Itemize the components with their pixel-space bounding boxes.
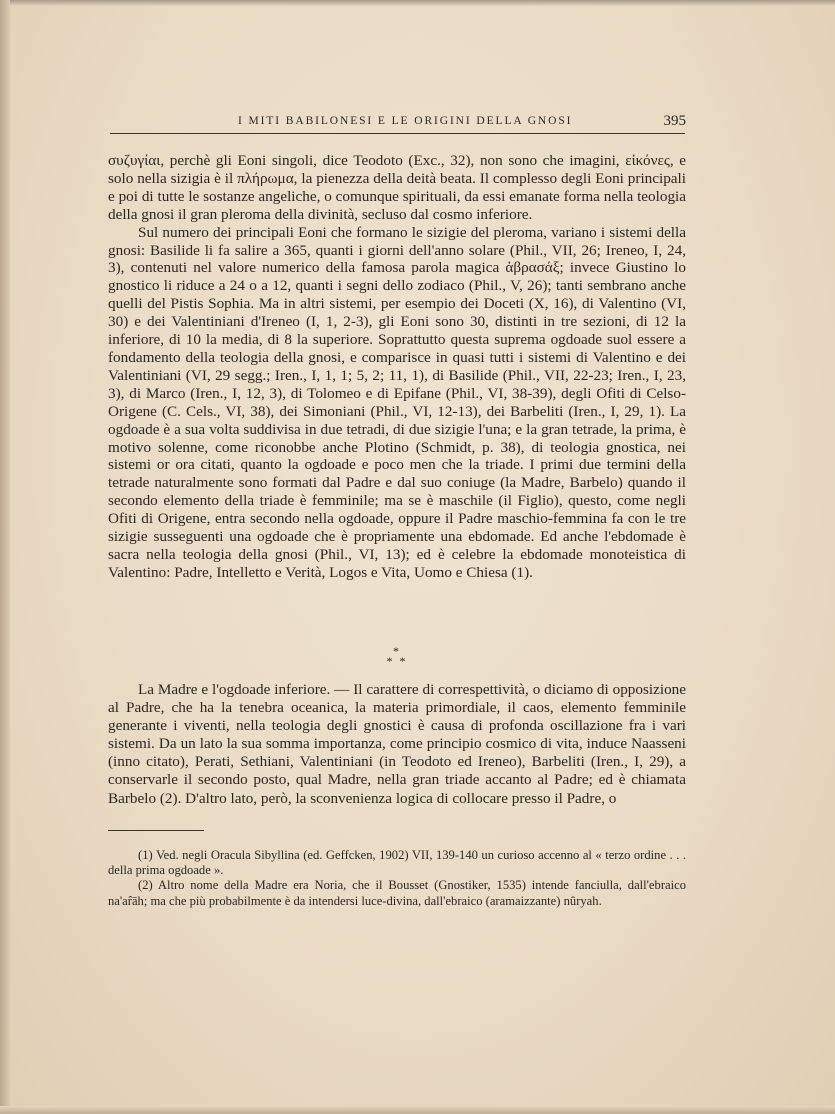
paragraph-1: συζυγίαι, perchè gli Eoni singoli, dice Teodoto (Exc., 32), non sono che imagini, εἰκόνες, e solo nella sizigia è il πλήρωμα, la pienezza della deità beata. Il complesso degli Eoni principali e poi di tutte le sostanze angeliche, o comunque spirituali, da essi emanate forma nella teologia della gnosi il gran pleroma della divinità, secluso dal cosmo inferiore. [108,152,686,223]
footnote-2: (2) Altro nome della Madre era Noria, che il Bousset (Gnostiker, 1535) intende fanciulla, dall'ebraico na'ar̂āh; ma che più probabilmente è da intendersi luce-divina, dall'ebraico (aramaizzante) nûryah. [108,878,686,908]
running-head: I MITI BABILONESI E LE ORIGINI DELLA GNOSI [238,115,573,127]
paragraph-2: Sul numero dei principali Eoni che formano le sizigie del pleroma, variano i sistemi della gnosi: Basilide li fa salire a 365, quanti i giorni dell'anno solare (Phil., VII, 26; Ireneo, I, 24, 3), contenuti nel valore numerico della famosa parola magica ἀβρασάξ; invece Giustino lo gnostico li riduce a 24 o a 12, quanti i segni dello zodiaco (Phil., V, 26); tanti sembrano anche quelli del Pistis Sophia. Ma in altri sistemi, per esempio dei Doceti (X, 16), di Valentino (VI, 30) e dei Valentiniani d'Ireneo (I, 1, 2-3), gli Eoni sono 30, distinti in tre sezioni, di 12 la inferiore, di 10 la media, di 8 la superiore. Soprattutto questa suprema ogdoade suol essere a fondamento della teologia della gnosi, e comparisce in quasi tutti i sistemi di Valentino e dei Valentiniani (VI, 29 segg.; Iren., I, 1, 1; 5, 2; 11, 1), di Basilide (Phil., VII, 22-23; Iren., I, 23, 3), di Marco (Iren., I, 12, 3), di Tolomeo e di Epifane (Phil., VI, 38-39), degli Ofiti di Celso-Origene (C. Cels., VI, 38), dei Simoniani (Phil., VI, 12-13), dei Barbeliti (Iren., I, 29, 1). La ogdoade è a sua volta suddivisa in due tetradi, di due sizigie l'una; e la gran tetrade, la prima, è motivo solenne, come riconobbe anche Plotino (Schmidt, p. 38), di teologia gnostica, nei sistemi or ora citati, quanto la ogdoade e poco men che la triade. I primi due termini della tetrade naturalmente sono formati dal Padre e dal suo coniuge (la Madre, Barbelo) quando il secondo elemento della triade è femminile; ma se è maschile (il Figlio), questo, come negli Ofiti di Origene, entra secondo nella ogdoade, oppure il Padre maschio-femmina fa con le tre sizigie susseguenti una ogdoade che è propriamente una ebdomade. Ed anche l'ebdomade è sacra nella teologia della gnosi (Phil., VI, 13); ed è celebre la ebdomade monoteistica di Valentino: Padre, Intelletto e Verità, Logos e Vita, Uomo e Chiesa (1). [108,223,686,581]
page-header [108,111,686,133]
section-asterism [108,646,686,666]
asterism-glyphs: * * * [386,644,408,668]
main-text [108,152,686,582]
footnote-1: (1) Ved. negli Oracula Sibyllina (ed. Geffcken, 1902) VII, 139-140 un curioso accenno al « terzo ordine . . . della prima ogdoade ». [108,848,686,878]
header-rule [110,133,685,134]
page-left-edge [0,0,10,1114]
footnote-rule [108,830,204,831]
page-top-edge [0,0,835,6]
page-bottom-edge [0,1106,835,1114]
page-number: 395 [663,113,686,129]
footnotes [108,848,686,909]
paragraph-3: La Madre e l'ogdoade inferiore. — Il carattere di correspettività, o diciamo di opposizione al Padre, che ha la tenebra oceanica, la materia primordiale, il caos, elemento femminile generante i viventi, nella teologia degli gnostici è causa di profonda oscillazione fra i vari sistemi. Da un lato la sua somma importanza, come principio cosmico di vita, induce Naasseni (inno citato), Perati, Sethiani, Valentiniani (in Teodoto ed Ireneo), Barbeliti (Iren., I, 29), a conservarle il secondo posto, qual Madre, nella gran triade accanto al Padre; ed è chiamata Barbelo (2). D'altro lato, però, la sconvenienza logica di collocare presso il Padre, o [108,681,686,807]
section-text [108,681,686,808]
